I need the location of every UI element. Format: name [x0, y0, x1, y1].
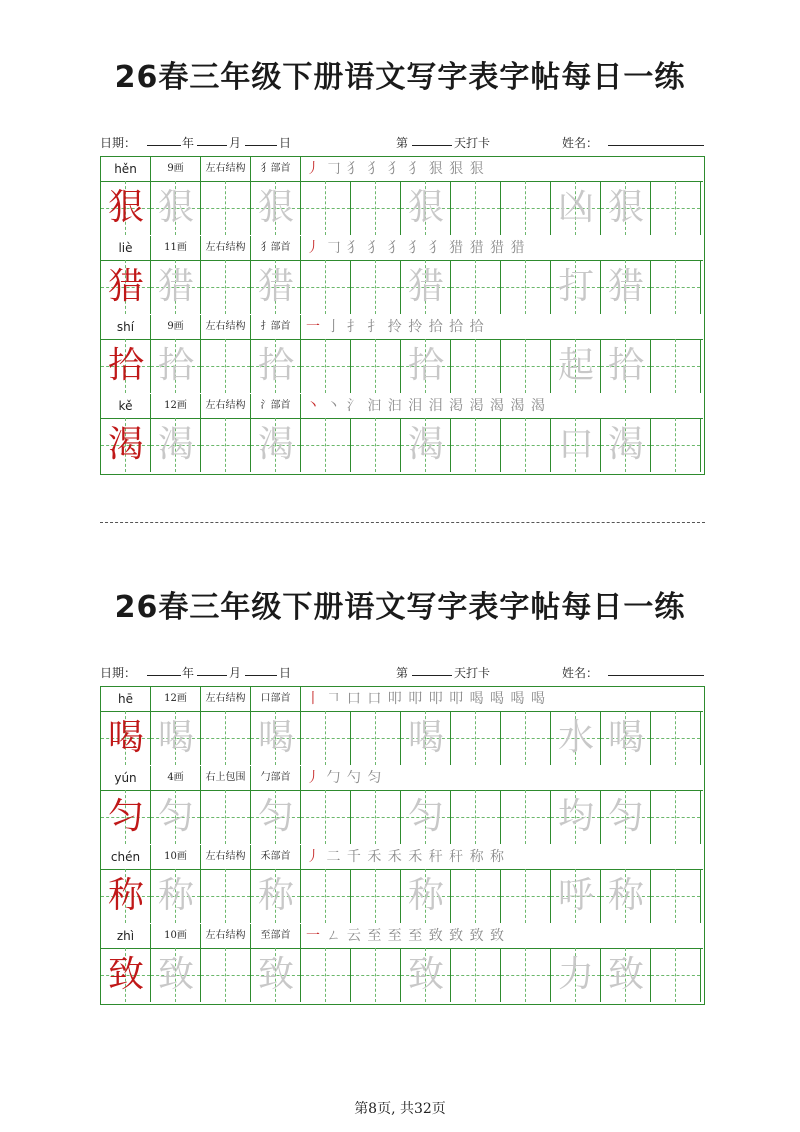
- practice-box[interactable]: [551, 339, 601, 393]
- model-char: 致: [107, 954, 144, 995]
- pinyin-label: shí: [101, 315, 151, 339]
- practice-box[interactable]: [301, 948, 351, 1002]
- stroke-count: 12画: [151, 687, 201, 711]
- practice-box[interactable]: [401, 418, 451, 472]
- stroke-count: 9画: [151, 157, 201, 181]
- trace-char: 渴: [607, 424, 644, 465]
- practice-box[interactable]: [201, 181, 251, 235]
- trace-char: 喝: [407, 717, 444, 758]
- worksheet-title: 26春三年级下册语文写字表字帖每日一练: [114, 590, 686, 625]
- practice-box[interactable]: [551, 418, 601, 472]
- pinyin-label: zhì: [101, 924, 151, 948]
- practice-box[interactable]: [301, 711, 351, 765]
- radical-label: 口部首: [251, 687, 301, 711]
- info-row: [101, 315, 703, 340]
- model-char-box: [101, 260, 151, 314]
- stroke-order-sequence: 一 亅 扌 扌 拎 拎 拾 拾 拾: [306, 319, 485, 335]
- trace-char: 渴: [407, 424, 444, 465]
- practice-box[interactable]: [201, 790, 251, 844]
- practice-box[interactable]: [451, 418, 501, 472]
- trace-char: 狠: [157, 187, 194, 228]
- practice-box[interactable]: [451, 869, 501, 923]
- trace-char: 匀: [407, 796, 444, 837]
- practice-box[interactable]: [251, 948, 301, 1002]
- stroke-order-sequence: 丿 𠃌 犭 犭 犭 犭 狠 狠 狠: [306, 161, 485, 177]
- practice-box[interactable]: [451, 948, 501, 1002]
- practice-box[interactable]: [301, 181, 351, 235]
- trace-char: 致: [257, 954, 294, 995]
- practice-box[interactable]: [651, 869, 701, 923]
- practice-box[interactable]: [501, 418, 551, 472]
- practice-box[interactable]: [651, 711, 701, 765]
- trace-char: 狠: [607, 187, 644, 228]
- trace-char: 狠: [407, 187, 444, 228]
- practice-box[interactable]: [501, 260, 551, 314]
- practice-box[interactable]: [251, 711, 301, 765]
- trace-char: 渴: [157, 424, 194, 465]
- model-char-box: [101, 869, 151, 923]
- practice-box[interactable]: [151, 790, 201, 844]
- practice-box[interactable]: [401, 790, 451, 844]
- trace-char: 拾: [257, 345, 294, 386]
- practice-box[interactable]: [201, 869, 251, 923]
- model-char-box: [101, 339, 151, 393]
- practice-box[interactable]: [651, 790, 701, 844]
- model-char: 拾: [107, 345, 144, 386]
- practice-box[interactable]: [651, 418, 701, 472]
- practice-box[interactable]: [551, 869, 601, 923]
- model-char: 称: [107, 875, 144, 916]
- writing-row: [101, 181, 703, 235]
- trace-char: 匀: [257, 796, 294, 837]
- practice-box[interactable]: [301, 790, 351, 844]
- practice-box[interactable]: [301, 339, 351, 393]
- practice-box[interactable]: [301, 869, 351, 923]
- word-char: 呼: [557, 875, 594, 916]
- practice-box[interactable]: [501, 711, 551, 765]
- practice-box[interactable]: [601, 711, 651, 765]
- practice-box[interactable]: [551, 790, 601, 844]
- writing-row: [101, 790, 703, 844]
- practice-box[interactable]: [251, 418, 301, 472]
- model-char: 渴: [107, 424, 144, 465]
- checkin-label: 天打卡: [454, 666, 491, 680]
- practice-box[interactable]: [351, 260, 401, 314]
- pinyin-label: hē: [101, 687, 151, 711]
- trace-char: 致: [407, 954, 444, 995]
- trace-char: 拾: [157, 345, 194, 386]
- model-char-box: [101, 418, 151, 472]
- radical-label: 犭部首: [251, 236, 301, 260]
- trace-char: 匀: [157, 796, 194, 837]
- radical-label: 至部首: [251, 924, 301, 948]
- practice-box[interactable]: [351, 339, 401, 393]
- stroke-order-sequence: 丿 二 千 禾 禾 禾 秆 秆 称 称: [306, 849, 506, 865]
- structure-label: 左右结构: [201, 236, 251, 260]
- structure-label: 左右结构: [201, 924, 251, 948]
- practice-box[interactable]: [451, 711, 501, 765]
- practice-box[interactable]: [351, 790, 401, 844]
- di-label: 第: [396, 666, 409, 680]
- radical-label: 犭部首: [251, 157, 301, 181]
- practice-box[interactable]: [501, 181, 551, 235]
- practice-box[interactable]: [651, 181, 701, 235]
- practice-box[interactable]: [151, 869, 201, 923]
- practice-box[interactable]: [451, 339, 501, 393]
- di-label: 第: [396, 136, 409, 150]
- writing-row: [101, 711, 703, 765]
- practice-box[interactable]: [251, 339, 301, 393]
- practice-box[interactable]: [601, 418, 651, 472]
- info-row: [101, 236, 703, 261]
- trace-char: 致: [607, 954, 644, 995]
- trace-char: 渴: [257, 424, 294, 465]
- structure-label: 右上包围: [201, 766, 251, 790]
- trace-char: 喝: [157, 717, 194, 758]
- word-char: 水: [557, 717, 594, 758]
- stroke-count: 11画: [151, 236, 201, 260]
- practice-box[interactable]: [651, 260, 701, 314]
- practice-box[interactable]: [451, 181, 501, 235]
- worksheet-title: 26春三年级下册语文写字表字帖每日一练: [114, 60, 686, 95]
- practice-box[interactable]: [401, 869, 451, 923]
- practice-grid: [100, 686, 705, 1005]
- stroke-count: 9画: [151, 315, 201, 339]
- practice-box[interactable]: [151, 711, 201, 765]
- trace-char: 喝: [257, 717, 294, 758]
- stroke-order-sequence: 一 ㄥ 云 至 至 至 致 致 致 致: [306, 928, 506, 944]
- model-char: 喝: [107, 717, 144, 758]
- pinyin-label: yún: [101, 766, 151, 790]
- pinyin-label: chén: [101, 845, 151, 869]
- pinyin-label: kě: [101, 394, 151, 418]
- stroke-order-sequence: 丿 勹 勺 匀: [306, 770, 383, 786]
- trace-char: 称: [607, 875, 644, 916]
- day-label: 日: [279, 666, 292, 680]
- stroke-count: 12画: [151, 394, 201, 418]
- writing-row: [101, 260, 703, 314]
- month-label: 月: [229, 136, 242, 150]
- year-label: 年: [182, 136, 195, 150]
- trace-char: 称: [257, 875, 294, 916]
- stroke-order-sequence: 丿 𠃌 犭 犭 犭 犭 犭 猎 猎 猎 猎: [306, 240, 526, 256]
- practice-box[interactable]: [551, 181, 601, 235]
- practice-box[interactable]: [201, 260, 251, 314]
- practice-box[interactable]: [301, 418, 351, 472]
- practice-box[interactable]: [401, 339, 451, 393]
- practice-box[interactable]: [401, 181, 451, 235]
- practice-box[interactable]: [451, 260, 501, 314]
- practice-box[interactable]: [551, 260, 601, 314]
- model-char: 猎: [107, 266, 144, 307]
- structure-label: 左右结构: [201, 315, 251, 339]
- practice-box[interactable]: [601, 948, 651, 1002]
- structure-label: 左右结构: [201, 157, 251, 181]
- trace-char: 拾: [407, 345, 444, 386]
- structure-label: 左右结构: [201, 687, 251, 711]
- stroke-count: 10画: [151, 924, 201, 948]
- trace-char: 拾: [607, 345, 644, 386]
- practice-box[interactable]: [601, 869, 651, 923]
- model-char: 狠: [107, 187, 144, 228]
- practice-box[interactable]: [351, 711, 401, 765]
- cut-line: [100, 522, 705, 523]
- stroke-order-sequence: 丶 丶 氵 汩 汩 泪 泪 渇 渇 渴 渴 渴: [306, 398, 546, 414]
- practice-box[interactable]: [151, 948, 201, 1002]
- practice-box[interactable]: [401, 260, 451, 314]
- trace-char: 致: [157, 954, 194, 995]
- trace-char: 匀: [607, 796, 644, 837]
- day-label: 日: [279, 136, 292, 150]
- model-char: 匀: [107, 796, 144, 837]
- model-char-box: [101, 181, 151, 235]
- practice-box[interactable]: [201, 948, 251, 1002]
- practice-box[interactable]: [601, 339, 651, 393]
- practice-box[interactable]: [351, 418, 401, 472]
- practice-box[interactable]: [501, 790, 551, 844]
- writing-row: [101, 418, 703, 472]
- practice-box[interactable]: [501, 339, 551, 393]
- practice-grid: [100, 156, 705, 475]
- trace-char: 称: [157, 875, 194, 916]
- practice-box[interactable]: [251, 260, 301, 314]
- trace-char: 猎: [257, 266, 294, 307]
- model-char-box: [101, 948, 151, 1002]
- practice-box[interactable]: [201, 711, 251, 765]
- practice-box[interactable]: [651, 339, 701, 393]
- stroke-order-sequence: 丨 𠃍 口 口 叩 叩 叩 叩 喝 喝 喝 喝: [306, 691, 546, 707]
- info-row: [101, 394, 703, 419]
- practice-box[interactable]: [251, 869, 301, 923]
- name-label: 姓名：: [562, 136, 599, 150]
- stroke-count: 10画: [151, 845, 201, 869]
- practice-box[interactable]: [351, 181, 401, 235]
- practice-box[interactable]: [351, 869, 401, 923]
- trace-char: 称: [407, 875, 444, 916]
- trace-char: 喝: [607, 717, 644, 758]
- practice-box[interactable]: [201, 418, 251, 472]
- practice-box[interactable]: [601, 260, 651, 314]
- model-char-box: [101, 711, 151, 765]
- word-char: 起: [557, 345, 594, 386]
- meta-line: [100, 134, 705, 152]
- practice-box[interactable]: [251, 790, 301, 844]
- practice-box[interactable]: [151, 339, 201, 393]
- page-footer: 第8页, 共32页: [354, 1101, 446, 1117]
- meta-line: [100, 664, 705, 682]
- practice-box[interactable]: [501, 869, 551, 923]
- practice-box[interactable]: [151, 418, 201, 472]
- stroke-count: 4画: [151, 766, 201, 790]
- structure-label: 左右结构: [201, 845, 251, 869]
- practice-box[interactable]: [451, 790, 501, 844]
- practice-box[interactable]: [301, 260, 351, 314]
- checkin-label: 天打卡: [454, 136, 491, 150]
- model-char-box: [101, 790, 151, 844]
- practice-box[interactable]: [151, 260, 201, 314]
- word-char: 口: [557, 424, 594, 465]
- word-char: 均: [557, 796, 594, 837]
- trace-char: 猎: [407, 266, 444, 307]
- month-label: 月: [229, 666, 242, 680]
- practice-box[interactable]: [351, 948, 401, 1002]
- radical-label: 氵部首: [251, 394, 301, 418]
- info-row: [101, 687, 703, 712]
- pinyin-label: hěn: [101, 157, 151, 181]
- practice-box[interactable]: [601, 790, 651, 844]
- practice-box[interactable]: [551, 711, 601, 765]
- word-char: 力: [557, 954, 594, 995]
- radical-label: 禾部首: [251, 845, 301, 869]
- practice-box[interactable]: [601, 181, 651, 235]
- radical-label: 扌部首: [251, 315, 301, 339]
- practice-box[interactable]: [651, 948, 701, 1002]
- radical-label: 勹部首: [251, 766, 301, 790]
- word-char: 打: [557, 266, 594, 307]
- structure-label: 左右结构: [201, 394, 251, 418]
- date-label: 日期：: [100, 666, 137, 680]
- name-label: 姓名：: [562, 666, 599, 680]
- practice-box[interactable]: [401, 948, 451, 1002]
- date-label: 日期：: [100, 136, 137, 150]
- trace-char: 狠: [257, 187, 294, 228]
- practice-box[interactable]: [401, 711, 451, 765]
- practice-box[interactable]: [251, 181, 301, 235]
- practice-box[interactable]: [151, 181, 201, 235]
- trace-char: 猎: [157, 266, 194, 307]
- year-label: 年: [182, 666, 195, 680]
- writing-row: [101, 339, 703, 393]
- info-row: [101, 924, 703, 949]
- info-row: [101, 766, 703, 791]
- practice-box[interactable]: [201, 339, 251, 393]
- practice-box[interactable]: [551, 948, 601, 1002]
- writing-row: [101, 869, 703, 923]
- trace-char: 猎: [607, 266, 644, 307]
- writing-row: [101, 948, 703, 1002]
- pinyin-label: liè: [101, 236, 151, 260]
- practice-box[interactable]: [501, 948, 551, 1002]
- word-char: 凶: [557, 187, 594, 228]
- info-row: [101, 845, 703, 870]
- info-row: [101, 157, 703, 182]
